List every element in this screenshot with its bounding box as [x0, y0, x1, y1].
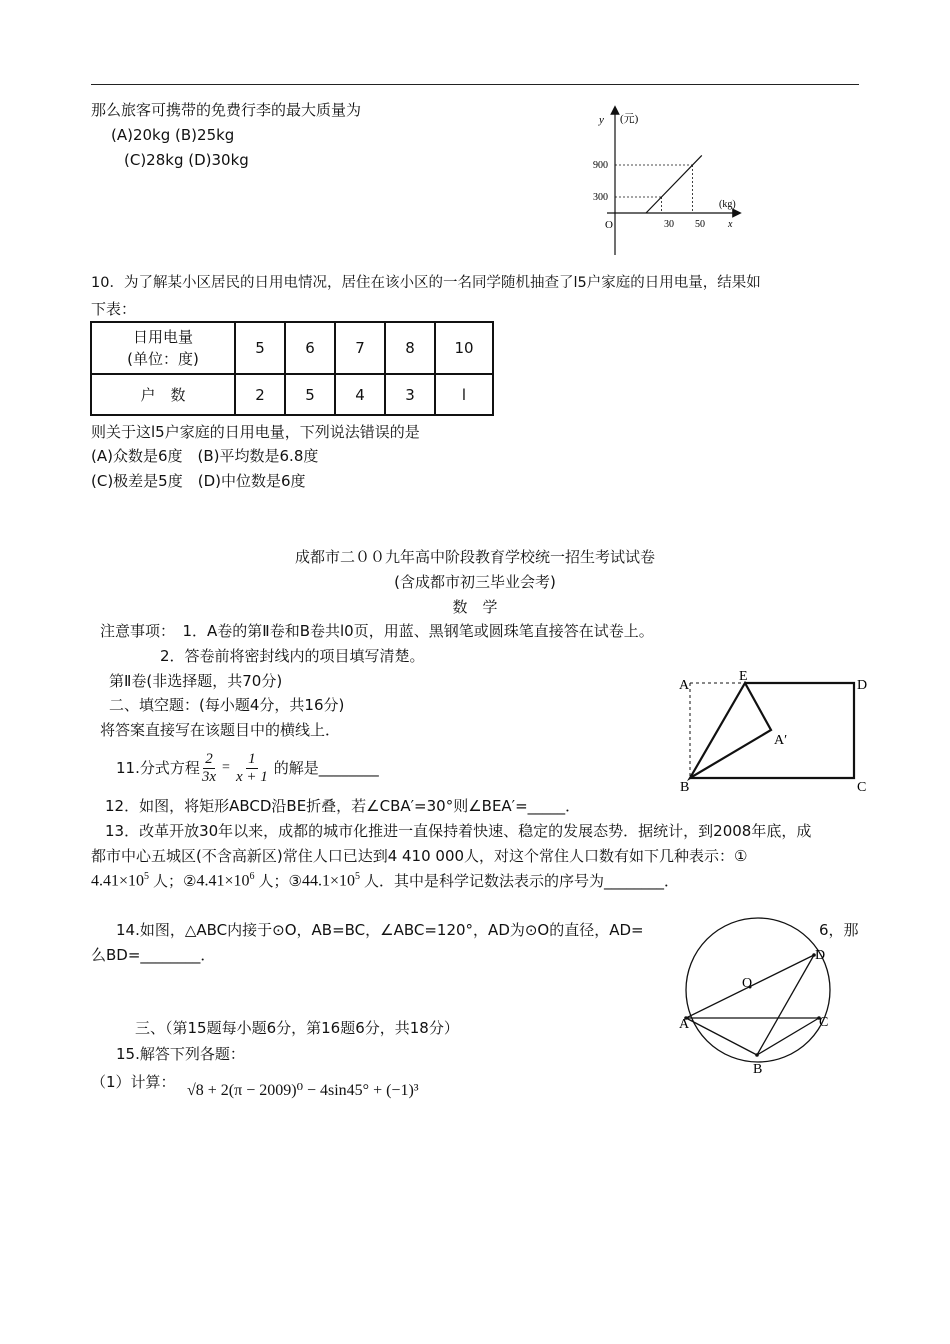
- table-cell: 4: [335, 374, 385, 415]
- x-unit-label: (kg): [719, 199, 736, 210]
- y-axis-label: y: [599, 114, 604, 126]
- q13-line1: 13．改革开放30年以来，成都的城市化推进一直保持着快速、稳定的发展态势．据统计，到2008年底，成: [105, 822, 812, 840]
- table-header-label: 日用电量 (单位：度): [91, 322, 235, 374]
- table-cell: 3: [385, 374, 435, 415]
- q12-figure: [675, 668, 875, 792]
- label-E: E: [739, 669, 748, 684]
- q10-line2: 下表：: [91, 300, 137, 318]
- electricity-table: [90, 321, 494, 416]
- section-3-title: 三、（第15题每小题6分，第16题6分，共18分）: [135, 1019, 459, 1037]
- q9-text: 那么旅客可携带的免费行李的最大质量为: [91, 101, 362, 119]
- top-rule: [91, 84, 859, 85]
- q14-line2: 么BD=________．: [91, 946, 216, 964]
- q14-line1-end: 6，那: [819, 921, 859, 939]
- label-C: C: [819, 1015, 829, 1030]
- table-cell: l: [435, 374, 493, 415]
- q9-options-line2: (C)28kg (D)30kg: [124, 151, 249, 169]
- table-row-label: 户 数: [91, 374, 235, 415]
- exam-title: 成都市二００九年高中阶段教育学校统一招生考试试卷: [294, 548, 655, 566]
- table-cell: 5: [235, 322, 285, 374]
- q9-options-line1: (A)20kg (B)25kg: [111, 126, 235, 144]
- x-axis-label: x: [728, 219, 733, 230]
- q13-line3: [91, 871, 679, 891]
- q10-options-line1: (A)众数是6度 (B)平均数是6.8度: [91, 447, 319, 465]
- label-A: A: [679, 678, 690, 693]
- table-cell: 7: [335, 322, 385, 374]
- notice-1: 注意事项： 1．A卷的第Ⅱ卷和B卷共l0页，用蓝、黑钢笔或圆珠笔直接答在试卷上。: [100, 622, 654, 640]
- y-tick-300: 300: [593, 192, 608, 203]
- q13-sep-2: 人；③: [258, 871, 302, 890]
- q14-line1: 14.如图，△ABC内接于⊙O，AB=BC，∠ABC=120°，AD为⊙O的直径，AD=: [116, 921, 644, 939]
- q9-graph: [585, 105, 745, 260]
- q10-options-line2: (C)极差是5度 (D)中位数是6度: [91, 472, 306, 490]
- x-tick-50: 50: [695, 219, 705, 230]
- table-cell: 6: [285, 322, 335, 374]
- label-C: C: [857, 780, 867, 792]
- exam-subject: 数 学: [452, 598, 498, 616]
- q13-expr-2: $4.41\times 10^6$: [196, 871, 255, 890]
- q12-text: 12．如图，将矩形ABCD沿BE折叠，若∠CBA′=30°则∠BEA′=_____．: [105, 797, 581, 815]
- series-line: [646, 155, 702, 213]
- table-row: [91, 322, 493, 374]
- table-cell: 5: [285, 374, 335, 415]
- label-D: D: [857, 678, 868, 693]
- section-2-instruction: 将答案直接写在该题目中的横线上．: [100, 721, 341, 739]
- exam-subtitle: (含成都市初三毕业会考): [394, 573, 556, 591]
- q14-figure: [675, 905, 845, 1077]
- q13-line2: 都市中心五城区(不含高新区)常住人口已达到4 410 000人，对这个常住人口数有如下几种表示：①: [91, 847, 748, 865]
- q13-expr-3: $44.1\times 10^5$: [301, 871, 360, 890]
- q11-fraction-1: $\frac{2}{3x}$: [201, 751, 217, 785]
- label-A: A: [679, 1017, 690, 1032]
- q10-line1: 10．为了解某小区居民的日用电情况，居住在该小区的一名同学随机抽查了l5户家庭的日用电量，结果如: [91, 275, 761, 291]
- origin-label: O: [605, 219, 613, 231]
- label-O: O: [742, 976, 753, 991]
- label-B: B: [680, 780, 690, 792]
- part-2-title: 第Ⅱ卷(非选择题，共70分): [109, 672, 283, 690]
- table-cell: 10: [435, 322, 493, 374]
- q15-1-expression: √8 + 2(π − 2009)⁰ − 4sin45° + (−1)³: [187, 1082, 419, 1099]
- table-cell: 2: [235, 374, 285, 415]
- table-cell: 8: [385, 322, 435, 374]
- notice-2: 2．答卷前将密封线内的项目填写清楚。: [160, 647, 425, 665]
- q11-suffix: 的解是________: [273, 759, 379, 777]
- table-row: [91, 374, 493, 415]
- q11-equals: =: [222, 759, 230, 775]
- label-D: D: [815, 948, 826, 963]
- section-2-title: 二、填空题：(每小题4分，共16分): [109, 696, 345, 714]
- q13-tail: 人．其中是科学记数法表示的序号为________．: [364, 871, 680, 890]
- y-unit-label: (元): [620, 113, 639, 125]
- label-A-prime: A′: [774, 733, 788, 748]
- label-B: B: [753, 1062, 763, 1077]
- q15-1-label: （1）计算：: [91, 1073, 176, 1091]
- q11-fraction-2: $\frac{1}{x + 1}$: [235, 751, 268, 785]
- q13-expr-1: $4.41\times 10^5$: [91, 871, 150, 890]
- q11: [116, 745, 379, 791]
- x-tick-30: 30: [664, 219, 674, 230]
- q11-prefix: 11.分式方程: [116, 759, 200, 777]
- y-tick-900: 900: [593, 160, 608, 171]
- q10-question: 则关于这l5户家庭的日用电量，下列说法错误的是: [91, 423, 420, 441]
- q15-title: 15.解答下列各题：: [116, 1045, 245, 1063]
- q13-sep-1: 人；②: [153, 871, 197, 890]
